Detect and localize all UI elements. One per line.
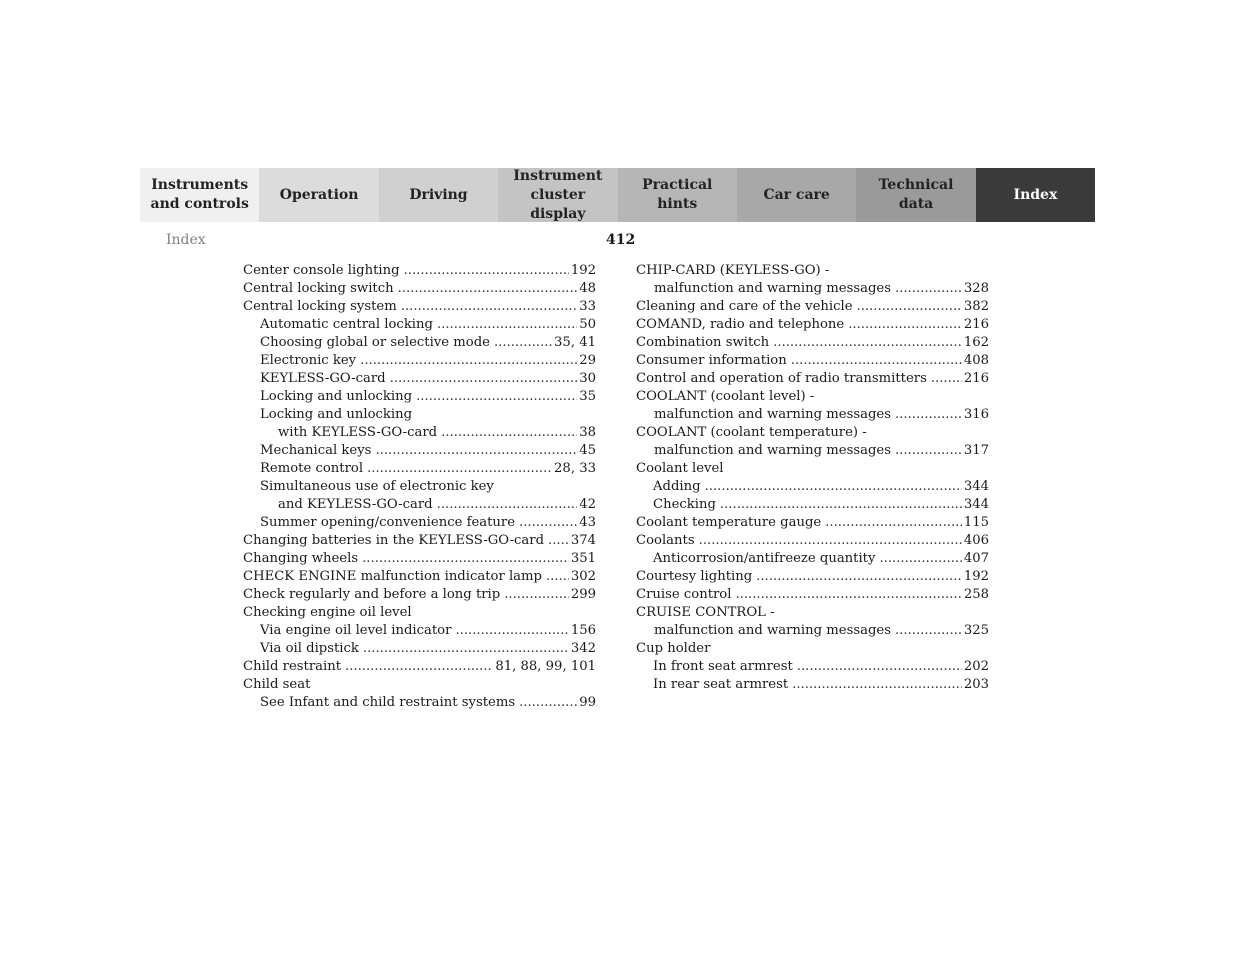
dot-leader	[895, 406, 962, 424]
dot-leader	[848, 316, 962, 334]
index-page-ref[interactable]: 192	[963, 569, 989, 584]
dot-leader	[360, 352, 577, 370]
index-entry	[243, 478, 596, 514]
dot-leader	[699, 532, 962, 550]
index-entry-text: Checking	[653, 497, 716, 512]
index-page-ref[interactable]: 351	[570, 551, 596, 566]
dot-leader	[363, 640, 569, 658]
tab-label: Technical data	[878, 177, 954, 212]
dot-leader	[705, 478, 962, 496]
index-column-left	[243, 262, 596, 712]
index-page-ref[interactable]: 316	[963, 407, 989, 422]
index-entry-text: Child restraint	[243, 659, 342, 674]
index-entry	[636, 370, 989, 388]
index-page-ref[interactable]: 299	[570, 587, 596, 602]
index-page-ref[interactable]: 382	[963, 299, 989, 314]
index-entry-text: COOLANT (coolant temperature) -	[636, 425, 867, 440]
index-entry-text: KEYLESS-GO-card	[260, 371, 386, 386]
dot-leader	[895, 442, 962, 460]
dot-leader	[416, 388, 577, 406]
tab-label: Operation	[279, 186, 359, 203]
index-page-ref[interactable]: 407	[963, 551, 989, 566]
index-entry	[243, 658, 596, 676]
index-page-ref[interactable]: 29	[579, 353, 596, 368]
index-entry	[243, 676, 596, 694]
index-entry-text: Central locking system	[243, 299, 397, 314]
dot-leader	[792, 676, 962, 694]
dot-leader	[401, 298, 577, 316]
index-page-ref[interactable]: 50	[579, 317, 596, 332]
index-entry	[243, 604, 596, 622]
index-entry-text: Cleaning and care of the vehicle	[636, 299, 853, 314]
index-page-ref[interactable]: 344	[963, 479, 989, 494]
dot-leader	[345, 658, 493, 676]
index-entry-text: Changing wheels	[243, 551, 359, 566]
dot-leader	[504, 586, 569, 604]
index-entry-text: Via engine oil level indicator	[260, 623, 452, 638]
index-entry	[636, 658, 989, 676]
index-entry	[636, 460, 989, 478]
index-page-ref[interactable]: 99	[579, 695, 596, 710]
index-page-ref[interactable]: 45	[579, 443, 596, 458]
index-entry	[243, 262, 596, 280]
index-entry	[243, 586, 596, 604]
tab-car-care[interactable]	[737, 168, 856, 222]
index-entry	[636, 586, 989, 604]
index-entry-continuation: malfunction and warning messages	[654, 407, 891, 422]
dot-leader	[390, 370, 578, 388]
index-entry-text: See Infant and child restraint systems	[260, 695, 516, 710]
index-page-ref[interactable]: 203	[963, 677, 989, 692]
index-entry-text: CHIP-CARD (KEYLESS-GO) -	[636, 263, 830, 278]
page-number: 412	[606, 232, 636, 248]
dot-leader	[519, 694, 577, 712]
index-page-ref[interactable]: 342	[570, 641, 596, 656]
index-entry-text: Summer opening/convenience feature	[260, 515, 516, 530]
index-entry-text: Combination switch	[636, 335, 770, 350]
index-page-ref[interactable]: 408	[963, 353, 989, 368]
index-entry-text: Central locking switch	[243, 281, 394, 296]
index-entry-text: Electronic key	[260, 353, 357, 368]
index-entry-continuation: malfunction and warning messages	[654, 443, 891, 458]
index-entry	[243, 442, 596, 460]
index-entry-text: COMAND, radio and telephone	[636, 317, 845, 332]
index-entry	[636, 316, 989, 334]
index-entry-text: CRUISE CONTROL -	[636, 605, 775, 620]
dot-leader	[857, 298, 962, 316]
index-entry	[636, 262, 989, 298]
dot-leader	[398, 280, 578, 298]
index-heading: Cup holder	[636, 641, 711, 656]
index-entry-text: Mechanical keys	[260, 443, 372, 458]
index-entry	[636, 352, 989, 370]
index-page-ref[interactable]: 162	[963, 335, 989, 350]
index-entry	[243, 406, 596, 442]
dot-leader	[895, 280, 962, 298]
index-entry	[636, 640, 989, 658]
dot-leader	[720, 496, 962, 514]
index-page-ref[interactable]: 374	[570, 533, 596, 548]
index-entry-continuation: and KEYLESS-GO-card	[278, 497, 433, 512]
tab-index[interactable]	[976, 168, 1095, 222]
tab-label: Car care	[763, 186, 830, 203]
index-entry-text: Adding	[653, 479, 701, 494]
index-entry-text: In rear seat armrest	[653, 677, 789, 692]
index-entry-text: COOLANT (coolant level) -	[636, 389, 815, 404]
index-entry	[243, 550, 596, 568]
index-entry	[636, 676, 989, 694]
running-head: Index	[166, 232, 206, 248]
tab-instrument-cluster-display[interactable]	[498, 168, 617, 222]
dot-leader	[441, 424, 577, 442]
tab-technical-data[interactable]	[856, 168, 975, 222]
dot-leader	[437, 496, 578, 514]
index-page-ref[interactable]: 115	[963, 515, 989, 530]
index-heading: Coolant level	[636, 461, 724, 476]
index-entry-text: Check regularly and before a long trip	[243, 587, 501, 602]
index-page-ref[interactable]: 216	[963, 317, 989, 332]
index-entry-text: Center console lighting	[243, 263, 400, 278]
index-entry	[636, 424, 989, 460]
dot-leader	[797, 658, 962, 676]
index-entry	[636, 568, 989, 586]
index-entry	[636, 388, 989, 424]
index-entry-text: In front seat armrest	[653, 659, 793, 674]
tab-label: Index	[1013, 186, 1058, 203]
index-entry	[243, 568, 596, 586]
index-entry	[243, 514, 596, 532]
index-entry	[636, 496, 989, 514]
tab-label: Instruments and controls	[150, 177, 249, 212]
dot-leader	[437, 316, 577, 334]
index-page-ref[interactable]: 33	[579, 299, 596, 314]
index-page-ref[interactable]: 317	[963, 443, 989, 458]
index-entry-continuation: malfunction and warning messages	[654, 281, 891, 296]
dot-leader	[791, 352, 962, 370]
index-entry-text: Cruise control	[636, 587, 732, 602]
index-page-ref[interactable]: 35, 41	[554, 335, 596, 350]
index-page-ref[interactable]: 406	[963, 533, 989, 548]
tab-instruments-and-controls[interactable]	[140, 168, 259, 222]
index-page-ref[interactable]: 216	[963, 371, 989, 386]
dot-leader	[825, 514, 962, 532]
index-entry	[243, 334, 596, 352]
index-entry	[243, 694, 596, 712]
index-entry	[243, 388, 596, 406]
dot-leader	[548, 532, 569, 550]
dot-leader	[773, 334, 962, 352]
index-entry-text: Locking and unlocking	[260, 407, 413, 422]
index-entry	[636, 478, 989, 496]
index-entry-text: Consumer information	[636, 353, 787, 368]
dot-leader	[756, 568, 962, 586]
index-page-ref[interactable]: 28, 33	[554, 461, 596, 476]
index-page-ref[interactable]: 328	[963, 281, 989, 296]
index-entry-text: Coolant temperature gauge	[636, 515, 822, 530]
dot-leader	[367, 460, 552, 478]
index-page-ref[interactable]: 48	[579, 281, 596, 296]
index-page-ref[interactable]: 42	[579, 497, 596, 512]
index-entry	[243, 352, 596, 370]
index-entry-text: Choosing global or selective mode	[260, 335, 490, 350]
dot-leader	[735, 586, 961, 604]
index-page-ref[interactable]: 202	[963, 659, 989, 674]
index-page-ref[interactable]: 38	[579, 425, 596, 440]
index-entry-text: Coolants	[636, 533, 695, 548]
tab-label: Instrument cluster display	[513, 167, 603, 222]
index-page-ref[interactable]: 325	[963, 623, 989, 638]
index-entry	[636, 532, 989, 550]
index-page-ref[interactable]: 30	[579, 371, 596, 386]
dot-leader	[494, 334, 552, 352]
index-entry	[636, 334, 989, 352]
index-page-ref[interactable]: 192	[570, 263, 596, 278]
index-page-ref[interactable]: 302	[570, 569, 596, 584]
index-entry-text: CHECK ENGINE malfunction indicator lamp	[243, 569, 542, 584]
dot-leader	[362, 550, 569, 568]
dot-leader	[404, 262, 569, 280]
dot-leader	[519, 514, 577, 532]
index-heading: Checking engine oil level	[243, 605, 412, 620]
index-page-ref[interactable]: 81, 88, 99, 101	[495, 659, 596, 674]
dot-leader	[546, 568, 569, 586]
dot-leader	[375, 442, 577, 460]
index-entry	[243, 316, 596, 334]
tab-practical-hints[interactable]	[618, 168, 737, 222]
index-entry	[636, 550, 989, 568]
index-entry	[243, 640, 596, 658]
index-entry-text: Simultaneous use of electronic key	[260, 479, 494, 494]
index-entry	[243, 532, 596, 550]
tab-label: Practical hints	[642, 177, 713, 212]
dot-leader	[879, 550, 961, 568]
index-entry-text: Courtesy lighting	[636, 569, 753, 584]
index-entry-text: Via oil dipstick	[260, 641, 359, 656]
tab-label: Driving	[409, 186, 468, 203]
tab-operation[interactable]	[259, 168, 378, 222]
index-entry-text: Locking and unlocking	[260, 389, 413, 404]
index-entry-text: Control and operation of radio transmitters	[636, 371, 927, 386]
index-entry-text: Changing batteries in the KEYLESS-GO-card	[243, 533, 545, 548]
index-entry	[243, 298, 596, 316]
index-heading: Child seat	[243, 677, 311, 692]
index-entry-text: Anticorrosion/antifreeze quantity	[653, 551, 876, 566]
index-entry	[636, 514, 989, 532]
dot-leader	[455, 622, 568, 640]
index-entry	[636, 604, 989, 640]
index-page-ref[interactable]: 35	[579, 389, 596, 404]
index-page-ref[interactable]: 344	[963, 497, 989, 512]
index-page-ref[interactable]: 258	[963, 587, 989, 602]
index-page-ref[interactable]: 43	[579, 515, 596, 530]
dot-leader	[931, 370, 962, 388]
index-entry-text: Remote control	[260, 461, 364, 476]
index-entry	[243, 622, 596, 640]
index-entry	[243, 460, 596, 478]
index-entry	[243, 280, 596, 298]
index-entry	[243, 370, 596, 388]
index-entry-text: Automatic central locking	[260, 317, 433, 332]
dot-leader	[895, 622, 962, 640]
index-page-ref[interactable]: 156	[570, 623, 596, 638]
index-entry-continuation: with KEYLESS-GO-card	[278, 425, 438, 440]
section-tab-bar	[140, 168, 1095, 222]
index-column-right	[636, 262, 989, 694]
index-entry	[636, 298, 989, 316]
tab-driving[interactable]	[379, 168, 498, 222]
index-entry-continuation: malfunction and warning messages	[654, 623, 891, 638]
